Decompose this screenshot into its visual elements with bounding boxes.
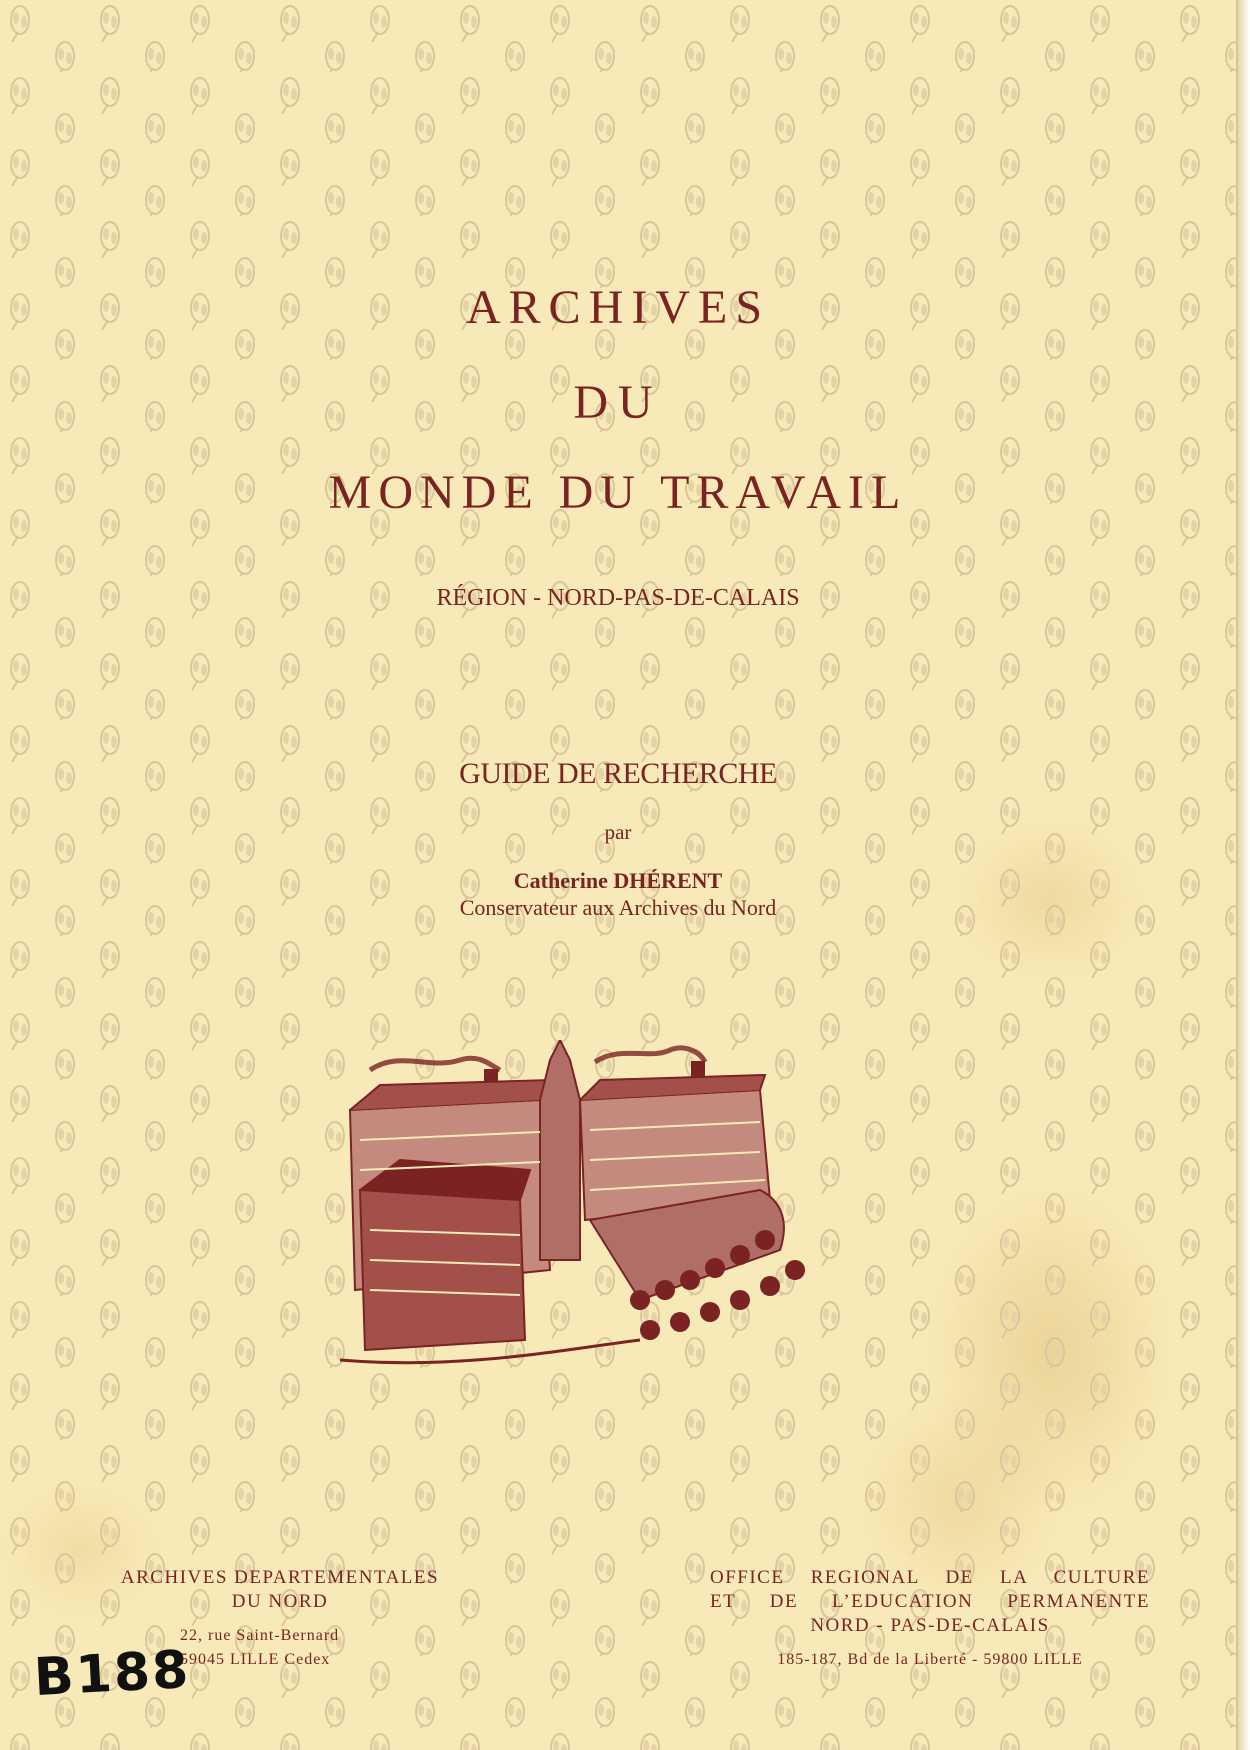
by-label: par [604,820,632,844]
handwritten-shelf-mark: B188 [32,1639,192,1709]
guide-heading: GUIDE DE RECHERCHE [459,757,777,790]
title-line-1: ARCHIVES [465,281,771,334]
publisher-right-line1: OFFICE REGIONAL DE LA CULTURE [710,1567,1150,1588]
author-name: Catherine DHÉRENT [513,868,723,893]
publisher-right-line2: ET DE L’EDUCATION PERMANENTE [710,1591,1150,1612]
publisher-left-address2: 59045 LILLE Cedex [180,1651,331,1668]
title-line-3: MONDE DU TRAVAIL [328,466,908,519]
publisher-right-line3: NORD - PAS-DE-CALAIS [810,1615,1050,1636]
publisher-right-address: 185-187, Bd de la Liberté - 59800 LILLE [777,1651,1083,1668]
region-subtitle: RÉGION - NORD-PAS-DE-CALAIS [436,585,800,611]
author-role: Conservateur aux Archives du Nord [459,895,777,920]
page-edge [1238,0,1250,1750]
title-line-2: DU [573,376,663,429]
publisher-left-address1: 22, rue Saint-Bernard [180,1627,340,1644]
publisher-right [710,1566,1150,1672]
factory-illustration [340,1040,880,1440]
publisher-left-line1: ARCHIVES DEPARTEMENTALES [120,1567,440,1588]
publisher-left-line2: DU NORD [231,1591,329,1612]
